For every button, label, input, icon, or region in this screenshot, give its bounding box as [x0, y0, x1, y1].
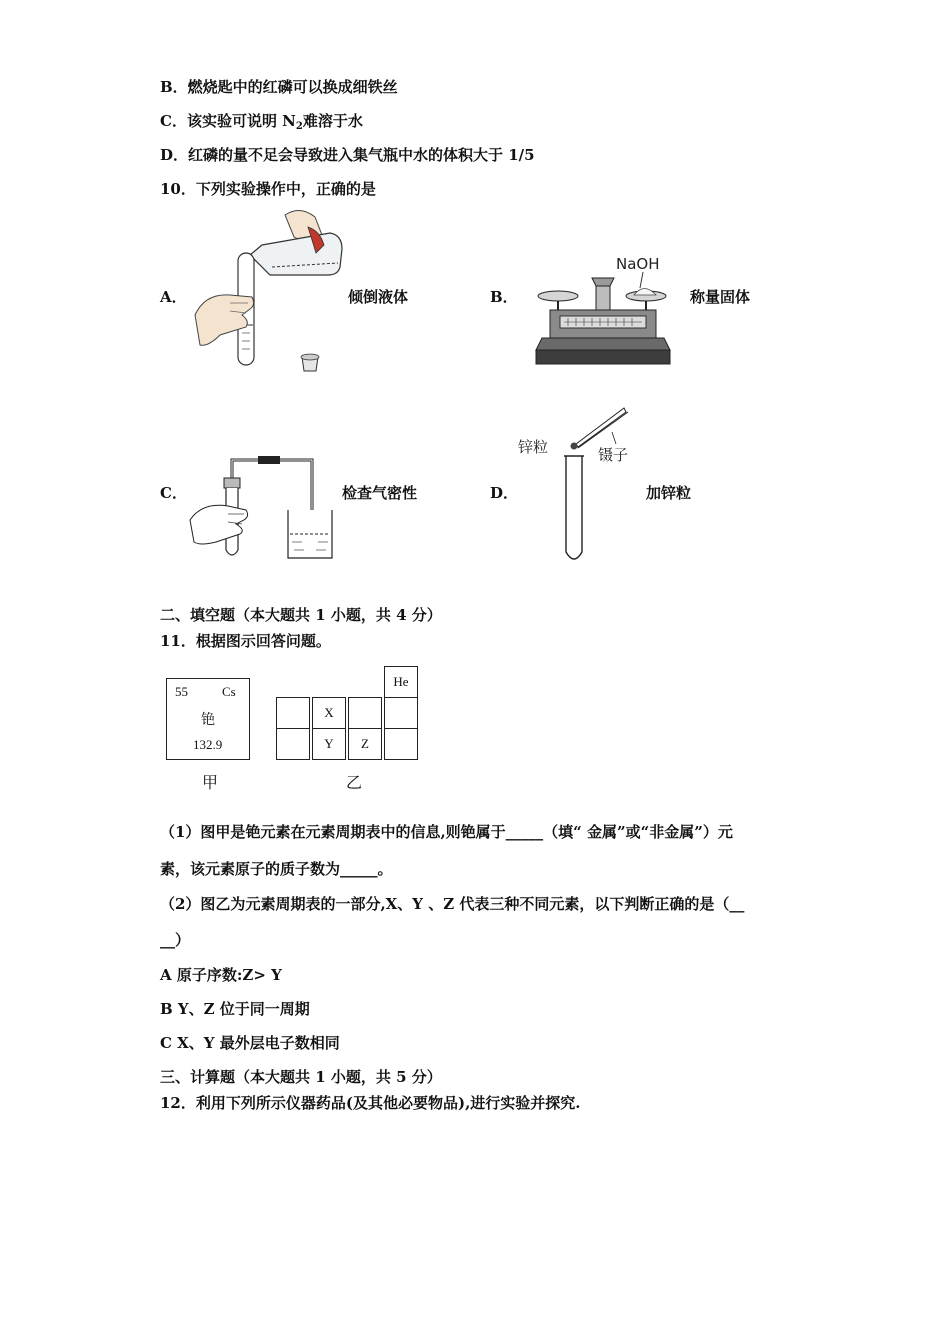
q9-option-c-sub: 2: [295, 121, 303, 132]
q9-option-b: B．燃烧匙中的红磷可以换成细铁丝: [160, 78, 398, 96]
element-mass: 132.9: [193, 737, 223, 752]
q11-option-b: B Y、Z 位于同一周期: [160, 1000, 310, 1018]
balance-figure: [528, 252, 678, 370]
cell-z: Z: [348, 728, 382, 760]
element-name: 铯: [201, 712, 215, 728]
cell-empty: [384, 728, 418, 760]
q10-a-caption: 倾倒液体: [348, 288, 409, 306]
section2-heading: 二、填空题（本大题共 1 小题，共 4 分）: [160, 606, 442, 624]
element-symbol: Cs: [222, 684, 236, 699]
q10-c-caption: 检查气密性: [342, 484, 418, 502]
pouring-liquid-figure: [190, 205, 350, 377]
zinc-label: 锌粒: [518, 438, 549, 456]
cell-empty: [276, 728, 310, 760]
tweezer-label: 镊子: [598, 446, 629, 464]
q10-stem: 10．下列实验操作中，正确的是: [160, 180, 376, 198]
q10-d-letter: D．: [490, 484, 519, 502]
element-card: [166, 678, 250, 760]
q10-b-letter: B．: [490, 288, 518, 306]
cell-empty: [348, 697, 382, 729]
q12-stem: 12．利用下列所示仪器药品(及其他必要物品),进行实验并探究.: [160, 1094, 581, 1112]
q9-option-c: [160, 112, 363, 136]
cell-y: Y: [312, 728, 346, 760]
q11-option-a: A 原子序数:Z> Y: [160, 966, 282, 984]
zinc-figure: [516, 404, 646, 566]
q9-option-d: D．红磷的量不足会导致进入集气瓶中水的体积大于 1/5: [160, 146, 535, 164]
q9-option-c-post: 难溶于水: [302, 112, 363, 130]
q11-part2-line2: __）: [160, 931, 191, 949]
q10-d-caption: 加锌粒: [646, 484, 692, 502]
q10-a-letter: A．: [160, 288, 187, 306]
cell-empty: [276, 697, 310, 729]
section3-heading: 三、计算题（本大题共 1 小题，共 5 分）: [160, 1068, 442, 1086]
q11-part2-line1: （2）图乙为元素周期表的一部分,X、Y 、Z 代表三种不同元素，以下判断正确的是（__: [160, 895, 745, 913]
cell-x: X: [312, 697, 346, 729]
cell-empty: [384, 697, 418, 729]
naoh-label: NaOH: [616, 255, 660, 273]
airtightness-figure: [188, 450, 338, 565]
q10-c-letter: C．: [160, 484, 187, 502]
q11-stem: 11．根据图示回答问题。: [160, 632, 331, 650]
element-number: 55: [175, 684, 188, 699]
q11-part1-line2: 素，该元素原子的质子数为_____。: [160, 860, 393, 878]
cell-he: He: [384, 666, 418, 698]
q9-option-c-pre: C．该实验可说明 N: [160, 112, 296, 130]
card-caption: 甲: [202, 773, 219, 792]
q11-part1-line1: （1）图甲是铯元素在元素周期表中的信息,则铯属于_____（填“ 金属”或“非金属”）元: [160, 823, 733, 841]
table-caption: 乙: [346, 773, 363, 792]
q10-b-caption: 称量固体: [690, 288, 751, 306]
q11-option-c: C X、Y 最外层电子数相同: [160, 1034, 340, 1052]
